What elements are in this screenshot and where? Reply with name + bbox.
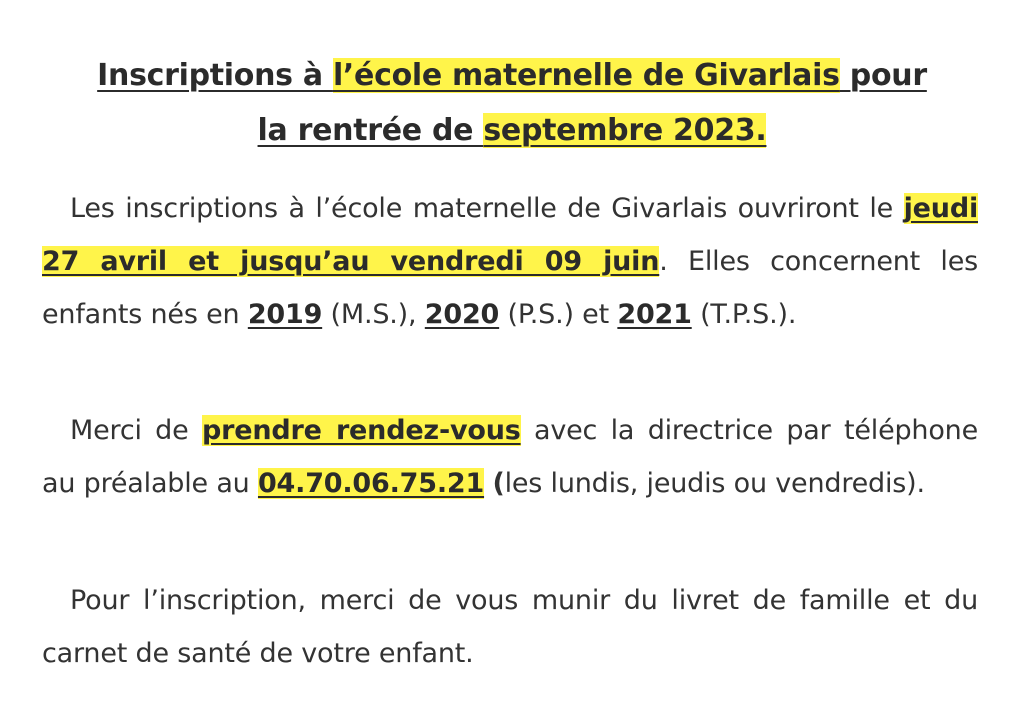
p3-text: Pour l’inscription, merci de vous munir du livret de famille et du carnet de santé de votre enfant. bbox=[42, 585, 978, 669]
p1-text-5: (T.P.S.). bbox=[691, 299, 797, 330]
p2-text-1: Merci de bbox=[70, 415, 202, 446]
p1-text-1: Les inscriptions à l’école maternelle de Givarlais ouvriront le bbox=[70, 193, 904, 224]
title-text-3: la rentrée de bbox=[257, 113, 484, 148]
title-text-1: Inscriptions à bbox=[97, 58, 333, 93]
registration-dates: jeudi 27 avril et jusqu’au vendredi 09 juin bbox=[42, 193, 978, 277]
birth-year-ms: 2019 bbox=[247, 299, 323, 330]
p2-text-4: les lundis, jeudis ou vendredis). bbox=[504, 468, 925, 499]
appointment-highlight: prendre rendez-vous bbox=[201, 415, 521, 446]
paragraph-documents bbox=[42, 574, 978, 680]
phone-number: 04.70.06.75.21 bbox=[257, 468, 485, 499]
p1-text-4: (P.S.) et bbox=[499, 299, 618, 330]
document-title bbox=[40, 48, 984, 158]
title-text-2: pour bbox=[839, 58, 927, 93]
title-line-1 bbox=[97, 58, 927, 93]
title-line-2 bbox=[258, 113, 767, 148]
title-highlight-school: l’école maternelle de Givarlais bbox=[332, 58, 840, 93]
birth-year-ps: 2020 bbox=[424, 299, 500, 330]
p2-text-2: avec la directrice par téléphone au préalable au bbox=[42, 415, 978, 499]
p2-paren: ( bbox=[492, 468, 505, 499]
p1-text-3: (M.S.), bbox=[322, 299, 425, 330]
paragraph-appointment bbox=[42, 404, 978, 510]
birth-year-tps: 2021 bbox=[617, 299, 692, 330]
p1-text-2: . Elles concernent les enfants nés en bbox=[42, 246, 978, 330]
paragraph-dates bbox=[42, 182, 978, 341]
title-highlight-date: septembre 2023. bbox=[483, 113, 767, 148]
